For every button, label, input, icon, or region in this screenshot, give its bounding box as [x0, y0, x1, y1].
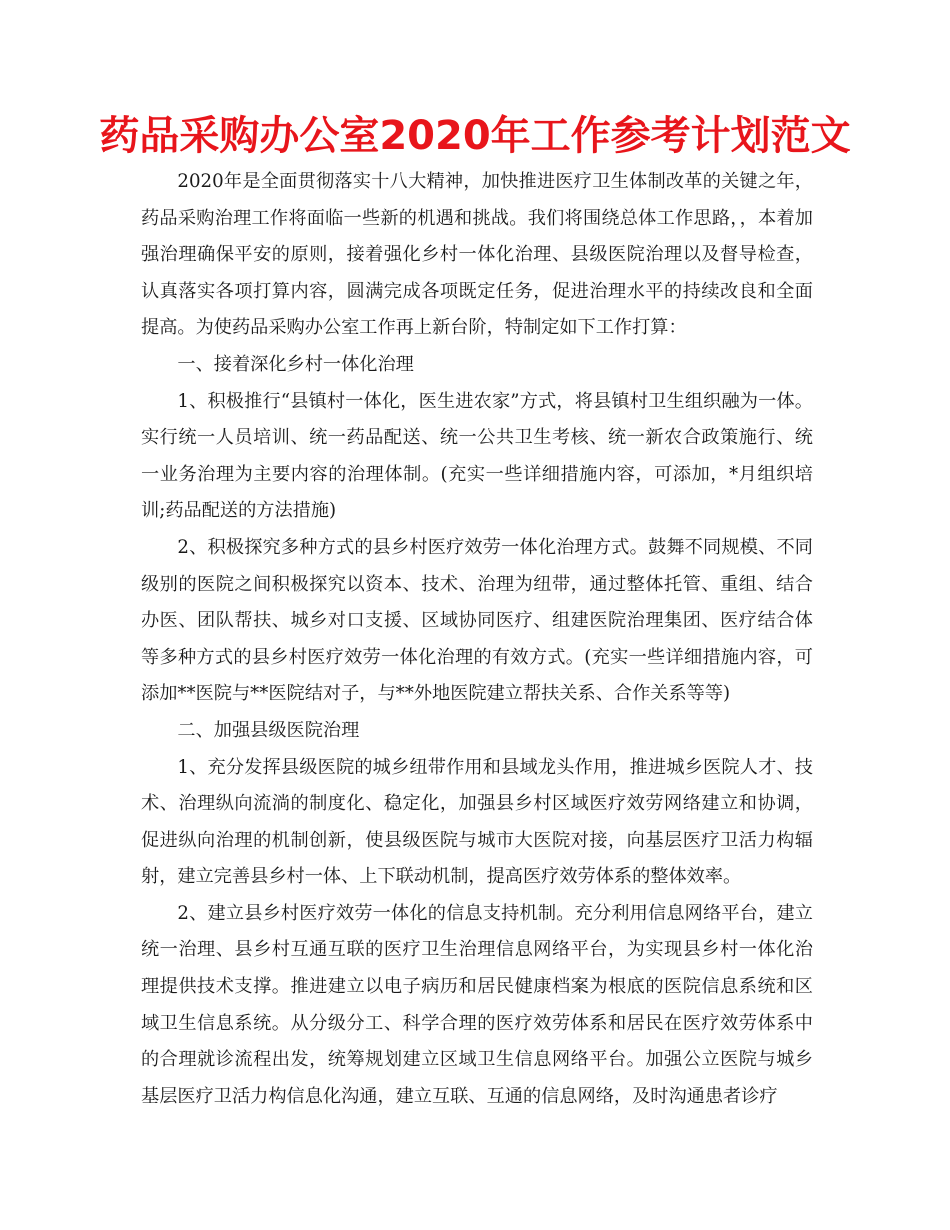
paragraph-2-2: 2、建立县乡村医疗效劳一体化的信息支持机制。充分利用信息网络平台，建立统一治理、县乡村互通互联的医疗卫生治理信息网络平台，为实现县乡村一体化治理提供技术支撑。推进建立以电子病历和居民健康档案为根底的医院信息系统和区域卫生信息系统。从分级分工、科学合理的医疗效劳体系和居民在医疗效劳体系中的合理就诊流程出发，统筹规划建立区域卫生信息网络平台。加强公立医院与城乡基层医疗卫活力构信息化沟通，建立互联、互通的信息网络，及时沟通患者诊疗 — [141, 902, 813, 1107]
document-title: 药品采购办公室2020年工作参考计划范文 — [99, 113, 851, 159]
paragraph-2-1: 1、充分发挥县级医院的城乡纽带作用和县域龙头作用，推进城乡医院人才、技术、治理纵向流淌的制度化、稳定化，加强县乡村区域医疗效劳网络建立和协调，促进纵向治理的机制创新，使县级医院与城市大医院对接，向基层医疗卫活力构辐射，建立完善县乡村一体、上下联动机制，提高医疗效劳体系的整体效率。 — [141, 756, 813, 888]
paragraph-1-2: 2、积极探究多种方式的县乡村医疗效劳一体化治理方式。鼓舞不同规模、不同级别的医院之间积极探究以资本、技术、治理为纽带，通过整体托管、重组、结合办医、团队帮扶、城乡对口支援、区域协同医疗、组建医院治理集团、医疗结合体等多种方式的县乡村医疗效劳一体化治理的有效方式。(充实一些详细措施内容，可添加**医院与**医院结对子，与**外地医院建立帮扶关系、合作关系等等) — [141, 536, 813, 705]
paragraph-1-1: 1、积极推行“县镇村一体化，医生进农家”方式，将县镇村卫生组织融为一体。实行统一人员培训、统一药品配送、统一公共卫生考核、统一新农合政策施行、统一业务治理为主要内容的治理体制。(充实一些详细措施内容，可添加，*月组织培训;药品配送的方法措施) — [141, 390, 813, 522]
section-heading-2: 二、加强县级医院治理 — [177, 719, 360, 741]
paragraph-intro: 2020年是全面贯彻落实十八大精神，加快推进医疗卫生体制改革的关键之年，药品采购治理工作将面临一些新的机遇和挑战。我们将围绕总体工作思路，，本着加强治理确保平安的原则，接着强化乡村一体化治理、县级医院治理以及督导检查，认真落实各项打算内容，圆满完成各项既定任务，促进治理水平的持续改良和全面提高。为使药品采购办公室工作再上新台阶，特制定如下工作打算： — [141, 171, 813, 339]
document-body — [141, 164, 813, 1115]
section-heading-1: 一、接着深化乡村一体化治理 — [177, 353, 414, 375]
